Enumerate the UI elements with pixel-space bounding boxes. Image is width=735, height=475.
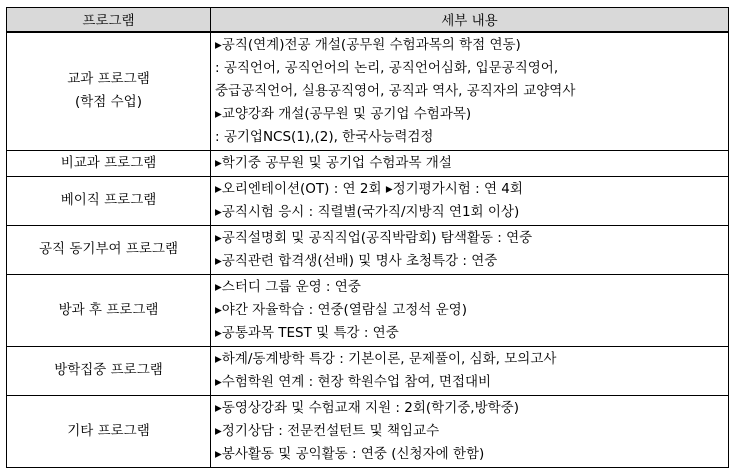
detail-line: ▸오리엔테이션(OT) : 연 2회 ▸정기평가시험 : 연 4회 <box>215 180 523 197</box>
program-detail-cell <box>211 150 729 176</box>
detail-line: ▸동영상강좌 및 수험교재 지원 : 2회(학기중,방학중) <box>215 399 519 416</box>
program-name: 방과 후 프로그램 <box>58 301 159 318</box>
program-name: 공직 동기부여 프로그램 <box>39 241 178 257</box>
program-detail-cell <box>211 176 729 225</box>
program-detail-cell <box>211 274 729 346</box>
program-name-cell <box>7 150 211 176</box>
program-name: 베이직 프로그램 <box>60 192 157 208</box>
program-detail-cell <box>211 32 729 151</box>
program-name: (학점 수업) <box>75 94 142 110</box>
program-name-cell <box>7 32 211 151</box>
detail-line: ▸스터디 그룹 운영 : 연중 <box>215 278 361 295</box>
header-program: 프로그램 <box>7 8 211 32</box>
program-name-cell <box>7 346 211 395</box>
table-header <box>7 8 729 32</box>
detail-line: ▸교양강좌 개설(공무원 및 공기업 수험과목) <box>215 105 472 122</box>
table-row <box>7 150 729 176</box>
program-detail-cell <box>211 395 729 467</box>
table-row <box>7 32 729 151</box>
table-row <box>7 176 729 225</box>
program-name-cell <box>7 176 211 225</box>
program-detail-cell <box>211 225 729 274</box>
detail-line: ▸정기상담 : 전문컨설턴트 및 책임교수 <box>215 422 440 439</box>
detail-line: ▸공직관련 합격생(선배) 및 명사 초청특강 : 연중 <box>215 252 498 269</box>
detail-line: ▸공직(연계)전공 개설(공무원 수험과목의 학점 연동) <box>215 36 521 53</box>
program-name: 비교과 프로그램 <box>60 154 157 171</box>
detail-line: : 공직언어, 공직언어의 논리, 공직언어심화, 입문공직영어, <box>215 59 559 76</box>
header-row <box>7 8 729 32</box>
program-name: 방학집중 프로그램 <box>54 362 163 378</box>
table-row <box>7 225 729 274</box>
detail-line: ▸수험학원 연계 : 현장 학원수업 참여, 면접대비 <box>215 373 492 390</box>
detail-line: ▸공통과목 TEST 및 특강 : 연중 <box>215 324 399 341</box>
detail-line: ▸야간 자율학습 : 연중(열람실 고정석 운영) <box>215 301 467 318</box>
table-row <box>7 346 729 395</box>
program-detail-cell <box>211 346 729 395</box>
detail-line: ▸공직시험 응시 : 직렬별(국가직/지방직 연1회 이상) <box>215 203 520 220</box>
program-name-cell <box>7 225 211 274</box>
detail-line: ▸하계/동계방학 특강 : 기본이론, 문제풀이, 심화, 모의고사 <box>215 350 557 367</box>
detail-line: ▸공직설명회 및 공직직업(공직박람회) 탐색활동 : 연중 <box>215 229 533 246</box>
table-row <box>7 395 729 467</box>
header-detail: 세부 내용 <box>211 8 729 32</box>
detail-line: ▸봉사활동 및 공익활동 : 연중 (신청자에 한함) <box>215 445 485 462</box>
detail-line: 중급공직언어, 실용공직영어, 공직과 역사, 공직자의 교양역사 <box>215 82 576 99</box>
program-table <box>6 7 729 468</box>
table-row <box>7 274 729 346</box>
program-name: 교과 프로그램 <box>67 71 150 87</box>
program-name-cell <box>7 274 211 346</box>
detail-line: ▸학기중 공무원 및 공기업 수험과목 개설 <box>215 154 452 171</box>
detail-line: : 공기업NCS(1),(2), 한국사능력검정 <box>215 128 434 145</box>
program-name-cell <box>7 395 211 467</box>
program-name: 기타 프로그램 <box>67 422 150 439</box>
table-body <box>7 32 729 468</box>
